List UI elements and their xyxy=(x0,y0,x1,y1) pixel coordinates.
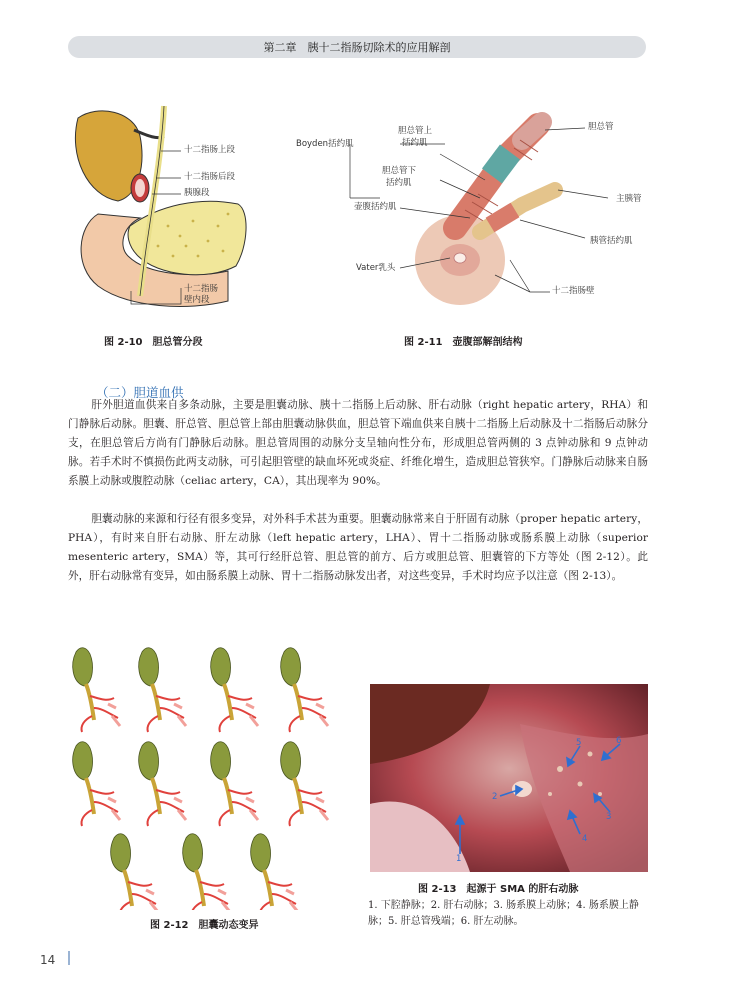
label-intramural-2: 壁内段 xyxy=(184,295,210,305)
caption-2-11: 图 2-11 壶腹部解剖结构 xyxy=(404,337,523,348)
page-number-divider xyxy=(68,951,70,965)
photo-marker-1: 1 xyxy=(456,854,462,864)
figure-2-13-photo xyxy=(370,684,648,872)
label-vater: Vater乳头 xyxy=(356,263,396,273)
figure-2-13-legend: 1. 下腔静脉；2. 肝右动脉；3. 肠系膜上动脉；4. 肠系膜上静脉；5. 肝总管残端；6. 肝左动脉。 xyxy=(368,900,639,927)
chapter-title: 第二章 胰十二指肠切除术的应用解剖 xyxy=(263,41,451,54)
paragraph-2: 胆囊动脉的来源和行径有很多变异，对外科手术甚为重要。胆囊动脉常来自于肝固有动脉（proper hepatic artery，PHA），有时来自肝右动脉、肝左动脉（left hepatic artery，LHA）、胃十二指肠动脉或肠系膜上动脉（superior mesenteric artery，SMA）等，其可行经肝总管、胆总管的前方、后方或胆总管、胆囊管的下方等处（图 2-12）。此外，肝右动脉常有变异，如由肠系膜上动脉、胃十二指肠动脉发出者，对这些变异，手术时均应予以注意（图 2-13）。 xyxy=(68,513,648,582)
label-ampulla-sphincter: 壶腹括约肌 xyxy=(354,202,397,212)
figure-2-10 xyxy=(68,96,308,328)
surgical-photo xyxy=(370,684,648,872)
section-title: （二）胆道血供 xyxy=(96,385,184,400)
label-pancreatic: 胰腺段 xyxy=(184,188,210,198)
label-duodenal-wall: 十二指肠壁 xyxy=(552,286,595,296)
page-number: 14 xyxy=(40,953,56,967)
label-lower-sphincter-2: 括约肌 xyxy=(386,178,412,188)
label-lower-sphincter-1: 胆总管下 xyxy=(382,166,417,176)
chapter-header xyxy=(68,36,646,58)
figure-2-12 xyxy=(66,642,356,910)
label-cbd: 胆总管 xyxy=(588,122,614,132)
caption-2-10: 图 2-10 胆总管分段 xyxy=(104,337,203,348)
label-upper-sphincter-2: 括约肌 xyxy=(402,138,428,148)
caption-2-13: 图 2-13 起源于 SMA 的肝右动脉 xyxy=(418,884,579,895)
photo-marker-4: 4 xyxy=(582,834,588,844)
paragraph-1: 肝外胆道血供来自多条动脉，主要是胆囊动脉、胰十二指肠上后动脉、肝右动脉（right hepatic artery，RHA）和门静脉后动脉。胆囊、肝总管、胆总管上部由胆囊动脉供血，胆总管下端血供来自胰十二指肠上后动脉及十二指肠后动脉分支，在胆总管后方尚有门静脉后动脉。胆总管周围的动脉分支呈轴向性分布，形成胆总管两侧的 3 点钟动脉和 9 点钟动脉。若手术时不慎损伤此两支动脉，可引起胆管壁的缺血坏死或炎症、纤维化增生，造成胆总管狭窄。门静脉后动脉来自肠系膜上动脉或腹腔动脉（celiac artery，CA），其出现率为 90%。 xyxy=(68,399,648,487)
label-boyden: Boyden括约肌 xyxy=(296,139,354,149)
label-pancreatic-sphincter: 胰管括约肌 xyxy=(590,236,633,246)
photo-marker-3: 3 xyxy=(606,812,612,822)
label-upper-sphincter-1: 胆总管上 xyxy=(398,126,433,136)
label-supraduodenal: 十二指肠上段 xyxy=(184,145,236,155)
label-intramural-1: 十二指肠 xyxy=(184,284,219,294)
photo-marker-2: 2 xyxy=(492,792,498,802)
label-retroduodenal: 十二指肠后段 xyxy=(184,172,236,182)
photo-marker-6: 6 xyxy=(616,736,622,746)
caption-2-12: 图 2-12 胆囊动态变异 xyxy=(150,920,259,931)
gallbladder-variants-grid xyxy=(66,642,356,910)
label-main-pancreatic-duct: 主胰管 xyxy=(616,194,642,204)
figure-2-11 xyxy=(290,110,650,330)
photo-marker-5: 5 xyxy=(576,738,582,748)
